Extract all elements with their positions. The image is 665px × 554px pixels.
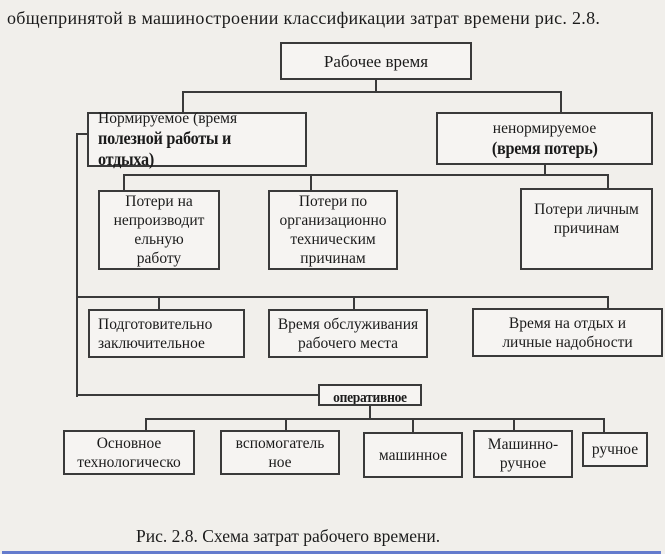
node-operational [318,384,422,406]
node-label-line: Время на отдых и [508,314,627,332]
intro-text: общепринятой в машиностроении классификации затрат времени рис. 2.8. [7,8,601,28]
node-label-line: непроизводит [113,212,205,229]
node-rest-personal-needs [472,308,663,357]
node-label-line: ненормируемое [492,119,597,137]
node-preparatory-final [88,309,245,358]
node-working-time [280,42,472,80]
node-label: машинное [378,446,448,464]
node-personal-losses [520,188,653,270]
node-label-line: ельную [134,231,184,248]
node-label-line: Время обслуживания [277,315,419,333]
node-org-tech-losses [268,190,398,270]
node-label-line: Основное [96,434,162,452]
connector-line [182,91,562,93]
connector-line [123,174,125,191]
node-label-line: техническим [290,231,376,248]
node-machine-manual [473,430,573,478]
connector-line [603,418,605,433]
node-label-line: рабочего места [298,334,398,352]
node-label-line: ное [268,453,292,471]
node-workplace-service [268,309,428,358]
node-manual [582,432,648,467]
node-label-line: вспомогатель [235,434,325,452]
node-auxiliary [220,430,340,475]
connector-line [412,418,414,433]
connector-line [76,133,78,397]
node-label-line: (время потерь) [491,137,598,158]
node-label-line: организационно [279,212,387,229]
node-label-line: технологическо [77,453,181,471]
connector-line [607,174,609,189]
node-label-line: заключительное [98,334,205,352]
node-label-line: Потери личным [534,201,639,218]
connector-line [353,296,355,310]
node-label-line: личные надобности [502,333,633,351]
node-machine [363,432,463,478]
node-label-line: полезной работы и отдыха) [98,128,232,169]
connector-line [560,91,562,112]
node-main-technological [63,430,195,475]
node-unproductive-losses [98,190,220,270]
connector-line [145,418,605,420]
node-label-line: работу [136,250,182,267]
node-label-line: ручное [499,455,547,472]
connector-line [158,296,160,310]
node-label-line: причинам [553,220,620,237]
node-label-line: Потери по [298,193,368,210]
node-label-line: причинам [300,250,366,267]
connector-line [76,296,609,298]
figure-caption: Рис. 2.8. Схема затрат рабочего времени. [136,526,441,546]
node-label-line: Потери на [125,193,193,210]
node-label-line: Машинно- [487,436,559,453]
connector-line [76,394,320,396]
node-label: ручное [591,441,639,458]
node-non-normed [436,112,653,165]
node-label: Рабочее время [323,51,429,71]
node-label: оперативное [333,389,407,406]
node-label-line: Нормируемое (время [98,110,238,127]
connector-line [544,165,546,174]
connector-line [123,174,609,176]
node-normed [87,112,307,167]
connector-line [310,174,312,191]
node-label-line: Подготовительно [98,315,213,333]
